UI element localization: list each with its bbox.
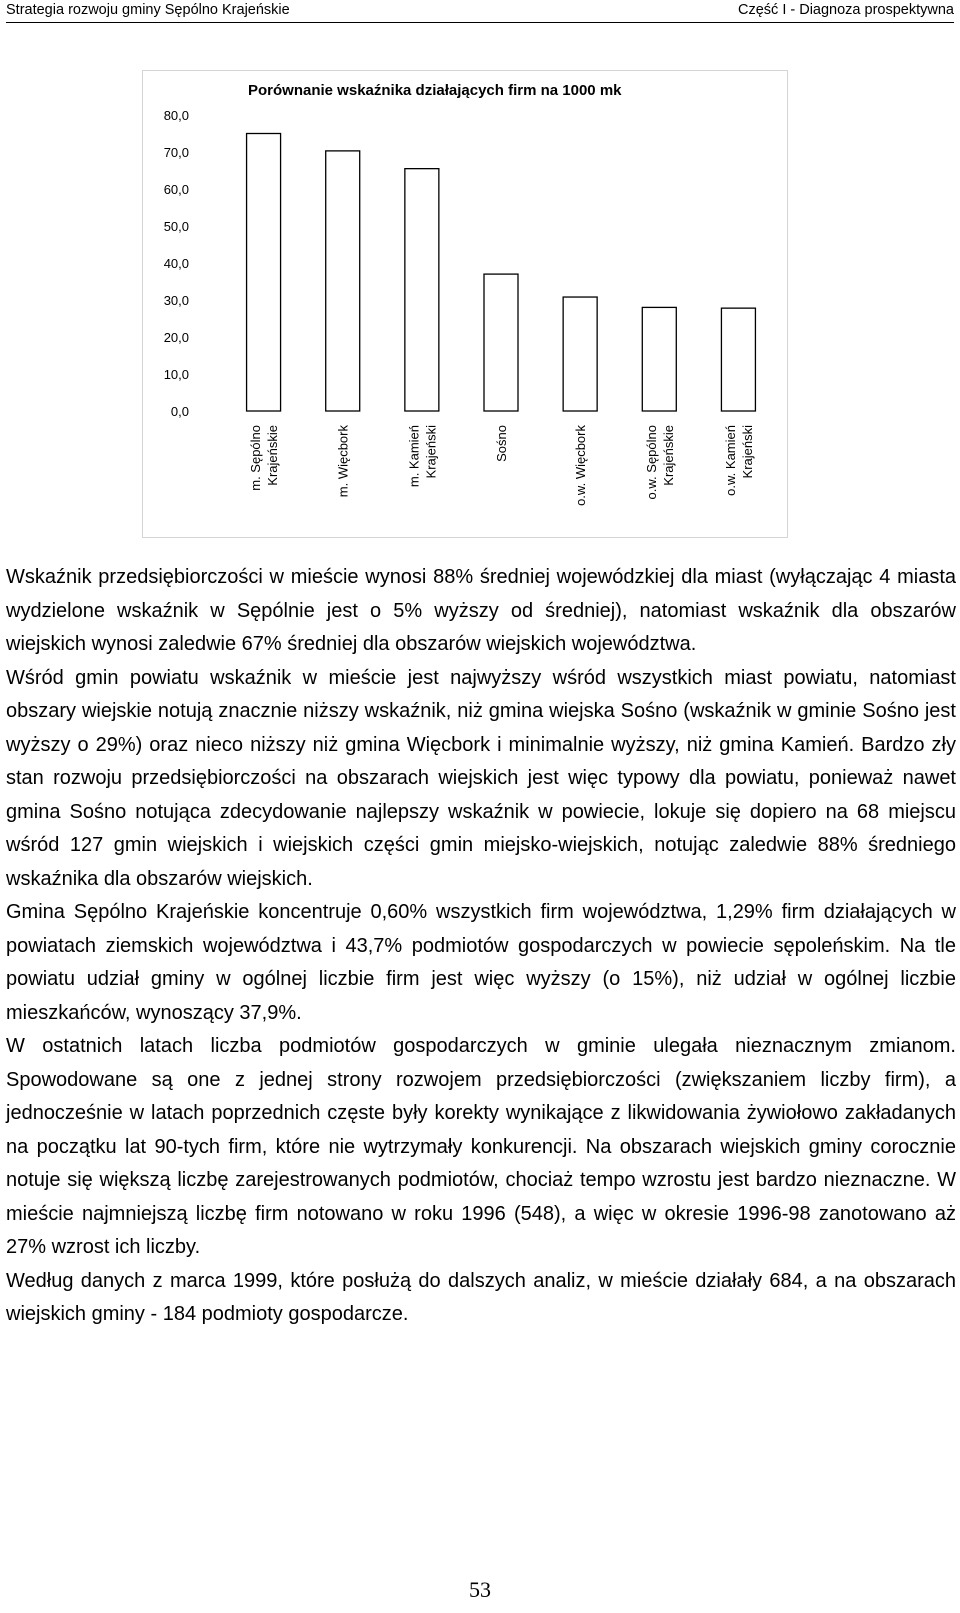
y-tick-label: 70,0 <box>163 145 189 160</box>
x-tick-label <box>644 425 676 499</box>
x-tick-label-line: Krajeński <box>423 425 439 479</box>
x-tick-label <box>573 425 588 506</box>
x-tick-label <box>248 425 280 491</box>
bar <box>721 308 755 411</box>
paragraph: Według danych z marca 1999, które posłużą do dalszych analiz, w mieście działały 684, a na obszarach wiejskich gminy - 184 podmioty gospodarcze. <box>6 1269 956 1325</box>
page-header <box>6 0 954 22</box>
x-tick-label <box>336 425 351 498</box>
bar <box>247 134 281 412</box>
x-tick-label <box>406 425 438 487</box>
x-tick-label-line: m. Kamień <box>406 425 422 488</box>
bar-chart-svg <box>143 71 789 539</box>
y-tick-label: 30,0 <box>163 293 189 308</box>
x-tick-label <box>494 425 509 462</box>
bar <box>326 151 360 411</box>
y-tick-label: 60,0 <box>163 182 189 197</box>
x-tick-label-line: o.w. Sępólno <box>643 425 659 500</box>
x-tick-label <box>723 425 755 496</box>
x-tick-label-line: Krajeńskie <box>265 425 281 486</box>
bar <box>563 297 597 411</box>
y-tick-label: 0,0 <box>170 404 189 419</box>
bar <box>484 274 518 411</box>
y-tick-label: 80,0 <box>163 108 189 123</box>
body-text <box>6 561 956 1332</box>
y-tick-label: 20,0 <box>163 330 189 345</box>
x-tick-label-line: Krajeński <box>739 425 755 479</box>
y-tick-label: 40,0 <box>163 256 189 271</box>
paragraph: Wśród gmin powiatu wskaźnik w mieście jest najwyższy wśród wszystkich miast powiatu, natomiast obszary wiejskie notują znacznie niższy wskaźnik, niż gmina wiejska Sośno (wskaźnik w gminie Sośno jest wyższy o 29%) oraz nieco niższy niż gmina Więcbork i minimalnie wyższy, niż gmina Kamień. Bardzo zły stan rozwoju przedsiębiorczości na obszarach wiejskich jest więc typowy dla powiatu, ponieważ nawet gmina Sośno notująca zdecydowanie najlepszy wskaźnik w powiecie, lokuje się dopiero na 68 miejscu wśród 127 gmin wiejskich i wiejskich części gmin miejsko-wiejskich, notując zaledwie 88% średniego wskaźnika dla obszarów wiejskich. <box>6 666 956 890</box>
y-tick-label: 10,0 <box>163 367 189 382</box>
chart-title: Porównanie wskaźnika działających firm na 1000 mk <box>248 82 622 99</box>
x-tick-label-line: Krajeńskie <box>660 425 676 486</box>
paragraph: Wskaźnik przedsiębiorczości w mieście wynosi 88% średniej wojewódzkiej dla miast (wyłączając 4 miasta wydzielone wskaźnik w Sępólnie jest o 5% wyższy od średniej), natomiast wskaźnik dla obszarów wiejskich wynosi zaledwie 67% średniej dla obszarów wiejskich województwa. <box>6 566 956 655</box>
y-tick-label: 50,0 <box>163 219 189 234</box>
header-section-title: Część I - Diagnoza prospektywna <box>738 2 954 18</box>
paragraph: Gmina Sępólno Krajeńskie koncentruje 0,60% wszystkich firm województwa, 1,29% firm działających w powiatach ziemskich województwa i 43,7% podmiotów gospodarczych w powiecie sępoleńskim. Na tle powiatu udział gminy w ogólnej liczbie firm jest więc wyższy (o 15%), niż udział w ogólnej liczbie mieszkańców, wynoszący 37,9%. <box>6 901 956 1024</box>
page-number: 53 <box>469 1577 491 1602</box>
bar <box>405 169 439 411</box>
x-tick-label-line: Sośno <box>494 425 509 462</box>
bar <box>642 307 676 411</box>
x-tick-label-line: o.w. Kamień <box>722 425 738 496</box>
x-tick-label-line: o.w. Więcbork <box>573 425 589 506</box>
x-tick-label-line: m. Sępólno <box>248 425 264 491</box>
header-rule <box>6 22 954 23</box>
bar-chart <box>142 70 788 538</box>
header-document-title: Strategia rozwoju gminy Sępólno Krajeńskie <box>6 2 290 18</box>
x-tick-label-line: m. Więcbork <box>335 425 351 498</box>
paragraph: W ostatnich latach liczba podmiotów gospodarczych w gminie ulegała nieznacznym zmianom. Spowodowane są one z jednej strony rozwojem przedsiębiorczości (zwiększaniem liczby firm), a jednocześnie w latach poprzednich częste były korekty wynikające z likwidowania żywiołowo zakładanych na początku lat 90-tych firm, które nie wytrzymały konkurencji. Na obszarach wiejskich gminy corocznie notuje się większą liczbę zarejestrowanych podmiotów, chociaż tempo wzrostu jest bardzo nieznaczne. W mieście najmniejszą liczbę firm notowano w roku 1996 (548), a więc w okresie 1996-98 zanotowano aż 27% wzrost ich liczby. <box>6 1035 956 1258</box>
